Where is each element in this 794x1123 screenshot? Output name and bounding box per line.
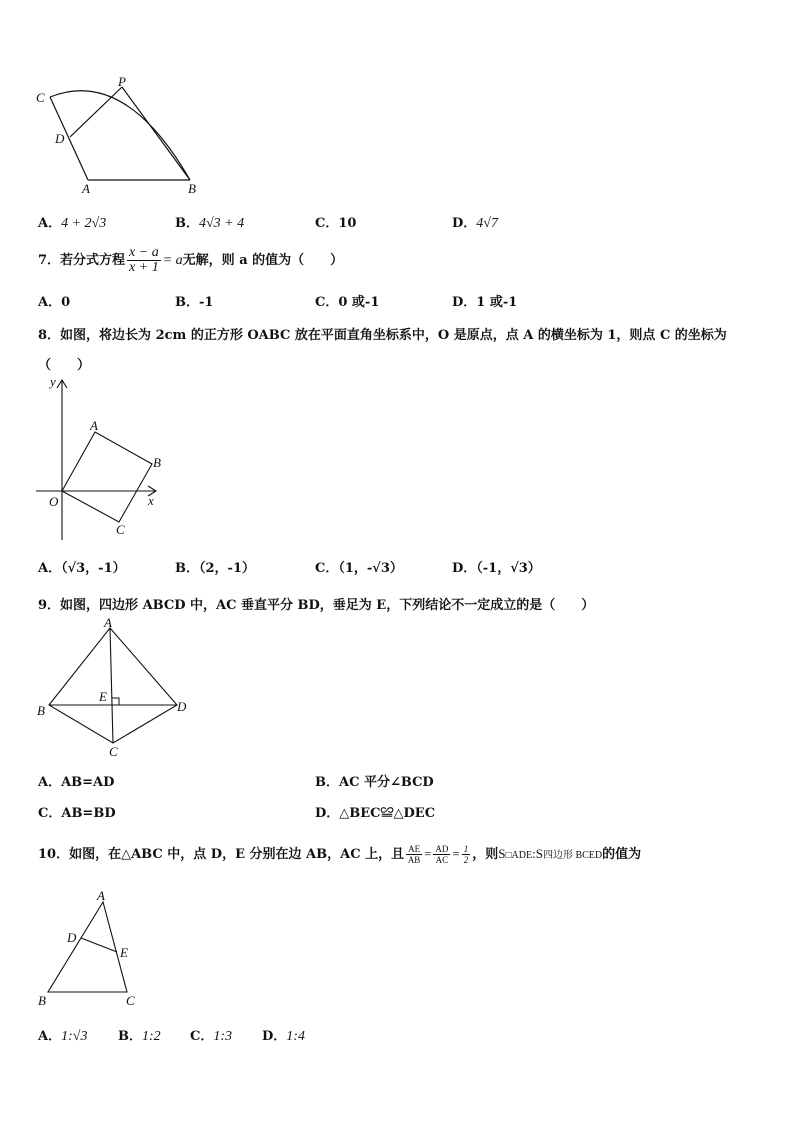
q6-option-d: D．4√7 — [452, 216, 498, 231]
q9-option-d: D．△BEC≌△DEC — [315, 806, 436, 821]
q6-figure — [30, 75, 210, 200]
q10-label-c: C — [126, 993, 135, 1008]
q10-option-b: B．1:2 — [118, 1029, 161, 1044]
q9-figure — [32, 618, 192, 760]
q8-question-line2: （ ） — [38, 358, 91, 373]
q8-label-c: C — [116, 522, 125, 537]
q6-label-b: B — [188, 181, 196, 196]
q10-fraction-ae-ab: $\frac{AE}{AB}$ — [407, 844, 421, 865]
q8-option-c: C．（1，-√3） — [315, 561, 403, 576]
q10-label-e: E — [120, 945, 128, 960]
q6-label-a: A — [82, 181, 90, 196]
q8-option-a: A．（√3，-1） — [38, 561, 126, 576]
q6-label-p: P — [118, 75, 126, 89]
q10-label-a: A — [97, 888, 105, 903]
q8-label-y: y — [50, 374, 56, 389]
q10-option-c: C．1:3 — [190, 1029, 233, 1044]
q9-option-a: A．AB=AD — [38, 775, 115, 790]
q10-fraction-ad-ac: $\frac{AD}{AC}$ — [435, 844, 449, 865]
q8-figure — [30, 372, 170, 542]
q6-option-c: C．10 — [315, 216, 357, 231]
q8-label-b: B — [153, 455, 161, 470]
q8-question-line1: 8．如图，将边长为 2cm 的正方形 OABC 放在平面直角坐标系中，O 是原点，点 A 的横坐标为 1，则点 C 的坐标为 — [38, 328, 727, 343]
q10-question: 10．如图，在△ABC 中，点 D，E 分别在边 AB，AC 上，且 $\frac{AE}{AB}$ = $\frac{AD}{AC}$ = $\frac{1}{2}$ ，则S□ADE:S四边形 BCED的值为 — [38, 844, 642, 865]
q7-option-d: D．1 或-1 — [452, 295, 518, 310]
q6-label-c: C — [36, 90, 45, 105]
q9-label-c: C — [109, 744, 118, 759]
q10-option-d: D．1:4 — [262, 1029, 305, 1044]
q10-option-a: A．1:√3 — [38, 1029, 88, 1044]
q10-label-b: B — [38, 993, 46, 1008]
q8-option-d: D．（-1，√3） — [452, 561, 541, 576]
q8-label-o: O — [49, 494, 59, 509]
q9-label-a: A — [104, 618, 112, 630]
q9-option-c: C．AB=BD — [38, 806, 116, 821]
q7-question: 7．若分式方程 $\frac{x - a}{x + 1}$ = a无解，则 a 的值为（ ） — [38, 245, 344, 275]
q7-option-a: A．0 — [38, 295, 71, 310]
q9-label-b: B — [37, 703, 45, 718]
q8-option-b: B．（2，-1） — [175, 561, 255, 576]
q8-label-x: x — [148, 493, 154, 508]
q9-question: 9．如图，四边形 ABCD 中，AC 垂直平分 BD，垂足为 E，下列结论不一定成立的是（ ） — [38, 598, 595, 613]
q6-option-b: B．4√3 + 4 — [175, 216, 245, 231]
q6-label-d: D — [55, 131, 65, 146]
q8-label-a: A — [90, 418, 98, 433]
q7-fraction: $\frac{x - a}{x + 1}$ — [129, 245, 159, 275]
q7-option-c: C．0 或-1 — [315, 295, 380, 310]
q9-label-d: D — [177, 699, 187, 714]
q9-option-b: B．AC 平分∠BCD — [315, 775, 434, 790]
q7-option-b: B．-1 — [175, 295, 214, 310]
q10-fraction-half: $\frac{1}{2}$ — [463, 844, 469, 865]
q10-label-d: D — [67, 930, 77, 945]
q9-label-e: E — [99, 689, 107, 704]
q6-option-a: A．4 + 2√3 — [38, 216, 107, 231]
q10-figure — [32, 886, 152, 1011]
